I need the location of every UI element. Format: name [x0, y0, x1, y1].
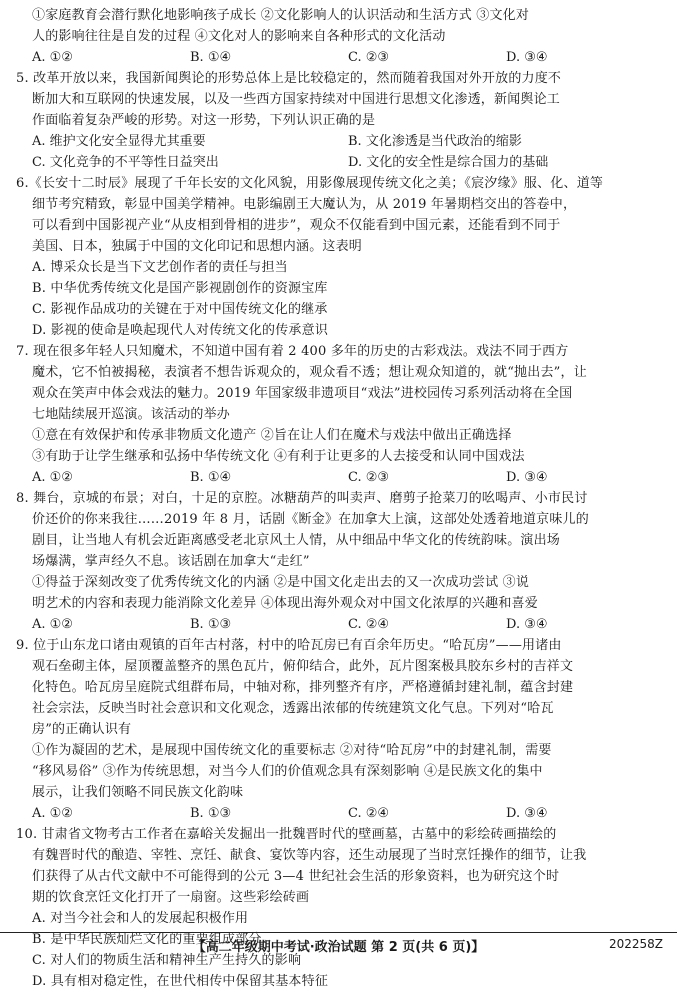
- exam-page: [16, 5, 664, 992]
- q7-option-c: C. ②③: [348, 470, 390, 485]
- q10-option-a: A. 对当今社会和人的发展起积极作用: [32, 911, 249, 926]
- q6-option-c: C. 影视作品成功的关键在于对中国传统文化的继承: [32, 302, 328, 317]
- q9-stem-line-2: 观石垒砌主体，屋顶覆盖整齐的黑色瓦片，俯仰结合，此外，瓦片图案极具胶东乡村的吉祥文: [32, 659, 574, 674]
- q8-option-a: A. ①②: [32, 617, 73, 632]
- q5-option-c: C. 文化竞争的不平等性日益突出: [32, 155, 219, 170]
- q9-choices-line-3: 展示，让我们领略不同民族文化韵味: [32, 785, 244, 800]
- q5-stem-line-2: 断加大和互联网的快速发展，以及一些西方国家持续对中国进行思想文化渗透，新闻舆论工: [32, 92, 561, 107]
- q5-options-row-1: [16, 131, 664, 152]
- q10-stem-line-2: 有魏晋时代的酿造、宰牲、烹饪、献食、宴饮等内容，还生动展现了当时烹饪操作的细节，让我: [32, 848, 587, 863]
- q6-stem-line-2: 细节考究精致，彰显中国美学精神。电影编剧王大魔认为，从 2019 年暑期档交出的答卷中，: [32, 197, 577, 212]
- q9-choices-line-2: “移风易俗” ③作为传统思想，对当今人们的价值观念具有深刻影响 ④是民族文化的集中: [32, 764, 543, 779]
- q9-stem-line-4: 社会宗法，反映当时社会意识和文化观念，透露出浓郁的传统建筑文化气息。下列对“哈瓦: [32, 701, 554, 716]
- footer-code: 202258Z: [608, 937, 663, 951]
- q8-options: [16, 614, 664, 635]
- q7-stem-line-3: 观众在笑声中体会戏法的魅力。2019 年国家级非遗项目“戏法”进校园传习系列活动将在全国: [32, 386, 573, 401]
- q8-stem-line-1: 8. 舞台，京城的布景；对白，十足的京腔。冰糖葫芦的叫卖声、磨剪子抢菜刀的吆喝声、小市民讨: [16, 491, 588, 506]
- q7-option-b: B. ①④: [190, 470, 232, 485]
- q9-stem-line-3: 化特色。哈瓦房呈庭院式组群布局，中轴对称，排列整齐有序，严格遵循封建礼制，蕴含封建: [32, 680, 574, 695]
- q5-options-row-2: [16, 152, 664, 173]
- q6-stem-line-3: 可以看到中国影视产业“从皮相到骨相的进步”，观众不仅能看到中国元素，还能看到不同于: [32, 218, 561, 233]
- q4-option-d: D. ③④: [506, 50, 548, 65]
- page-footer: [0, 932, 677, 957]
- q6-option-b: B. 中华优秀传统文化是国产影视剧创作的资源宝库: [32, 281, 328, 296]
- q8-option-d: D. ③④: [506, 617, 548, 632]
- q6-stem-line-4: 美国、日本，独属于中国的文化印记和思想内涵。这表明: [32, 239, 363, 254]
- q9-option-c: C. ②④: [348, 806, 390, 821]
- q9-options: [16, 803, 664, 824]
- q7-stem-line-1: 7. 现在很多年轻人只知魔术，不知道中国有着 2 400 多年的历史的古彩戏法。戏法不同于西方: [16, 344, 569, 359]
- q8-option-c: C. ②④: [348, 617, 390, 632]
- q9-stem-line-1: 9. 位于山东龙口诸由观镇的百年古村落，村中的哈瓦房已有百余年历史。“哈瓦房”——用诸由: [16, 638, 562, 653]
- q4-choices-line-2: 人的影响往往是自发的过程 ④文化对人的影响来自各种形式的文化活动: [32, 29, 446, 44]
- q7-choices-line-1: ①意在有效保护和传承非物质文化遗产 ②旨在让人们在魔术与戏法中做出正确选择: [32, 428, 512, 443]
- q9-choices-line-1: ①作为凝固的艺术，是展现中国传统文化的重要标志 ②对待“哈瓦房”中的封建礼制，需要: [32, 743, 552, 758]
- q8-stem-line-2: 价还价的你来我往……2019 年 8 月，话剧《断金》在加拿大上演，这部处处透着地道京味儿的: [32, 512, 589, 527]
- q8-stem-line-3: 剧目，让当地人有机会近距离感受老北京风土人情，从中细品中华文化的传统韵味。演出场: [32, 533, 561, 548]
- q6-option-a: A. 博采众长是当下文艺创作者的责任与担当: [32, 260, 288, 275]
- q4-option-a: A. ①②: [32, 50, 73, 65]
- q5-option-d: D. 文化的安全性是综合国力的基础: [348, 155, 549, 170]
- q4-option-b: B. ①④: [190, 50, 232, 65]
- q5-option-b: B. 文化渗透是当代政治的缩影: [348, 134, 522, 149]
- q7-options: [16, 467, 664, 488]
- q7-option-d: D. ③④: [506, 470, 548, 485]
- q10-option-b: B. 是中华民族灿烂文化的重要组成部分: [32, 932, 262, 947]
- q9-stem-line-5: 房”的正确认识有: [32, 722, 132, 737]
- q4-choices-line-1: ①家庭教育会潜行默化地影响孩子成长 ②文化影响人的认识活动和生活方式 ③文化对: [32, 8, 530, 23]
- q7-option-a: A. ①②: [32, 470, 73, 485]
- q10-stem-line-4: 期的饮食烹饪文化打开了一扇窗。这些彩绘砖画: [32, 890, 310, 905]
- q7-stem-line-2: 魔术，它不怕被揭秘，表演者不想告诉观众的，观众看不透；想让观众知道的，就“抛出去”，让: [32, 365, 587, 380]
- q10-stem-line-1: 10. 甘肃省文物考古工作者在嘉峪关发掘出一批魏晋时代的壁画墓，古墓中的彩绘砖画描绘的: [16, 827, 557, 842]
- q8-choices-line-1: ①得益于深刻改变了优秀传统文化的内涵 ②是中国文化走出去的又一次成功尝试 ③说: [32, 575, 530, 590]
- q5-stem-line-1: 5. 改革开放以来，我国新闻舆论的形势总体上是比较稳定的，然而随着我国对外开放的力度不: [16, 71, 562, 86]
- q7-stem-line-4: 七地陆续展开巡演。该活动的举办: [32, 407, 231, 422]
- q10-option-c: C. 对人们的物质生活和精神生产生持久的影响: [32, 953, 302, 968]
- q10-stem-line-3: 们获得了从古代文献中不可能得到的公元 3—4 世纪社会生活的形象资料，也为研究这个时: [32, 869, 560, 884]
- q8-stem-line-4: 场爆满，掌声经久不息。该话剧在加拿大“走红”: [32, 554, 310, 569]
- q6-stem-line-1: 6.《长安十二时辰》展现了千年长安的文化风貌，用影像展现传统文化之美；《宸汐缘》服、化、道等: [16, 176, 604, 191]
- q10-option-d: D. 具有相对稳定性，在世代相传中保留其基本特征: [32, 974, 329, 989]
- q5-stem-line-3: 作面临着复杂严峻的形势。对这一形势，下列认识正确的是: [32, 113, 376, 128]
- footer-title: 【高二年级期中考试·政治试题 第 2 页(共 6 页)】: [192, 940, 485, 955]
- q8-choices-line-2: 明艺术的内容和表现力能消除文化差异 ④体现出海外观众对中国文化浓厚的兴趣和喜爱: [32, 596, 538, 611]
- q9-option-d: D. ③④: [506, 806, 548, 821]
- q4-options: [16, 47, 664, 68]
- q9-option-b: B. ①③: [190, 806, 232, 821]
- q7-choices-line-2: ③有助于让学生继承和弘扬中华传统文化 ④有利于让更多的人去接受和认同中国戏法: [32, 449, 525, 464]
- q4-option-c: C. ②③: [348, 50, 390, 65]
- q9-option-a: A. ①②: [32, 806, 73, 821]
- q8-option-b: B. ①③: [190, 617, 232, 632]
- q6-option-d: D. 影视的使命是唤起现代人对传统文化的传承意识: [32, 323, 329, 338]
- q5-option-a: A. 维护文化安全显得尤其重要: [32, 134, 206, 149]
